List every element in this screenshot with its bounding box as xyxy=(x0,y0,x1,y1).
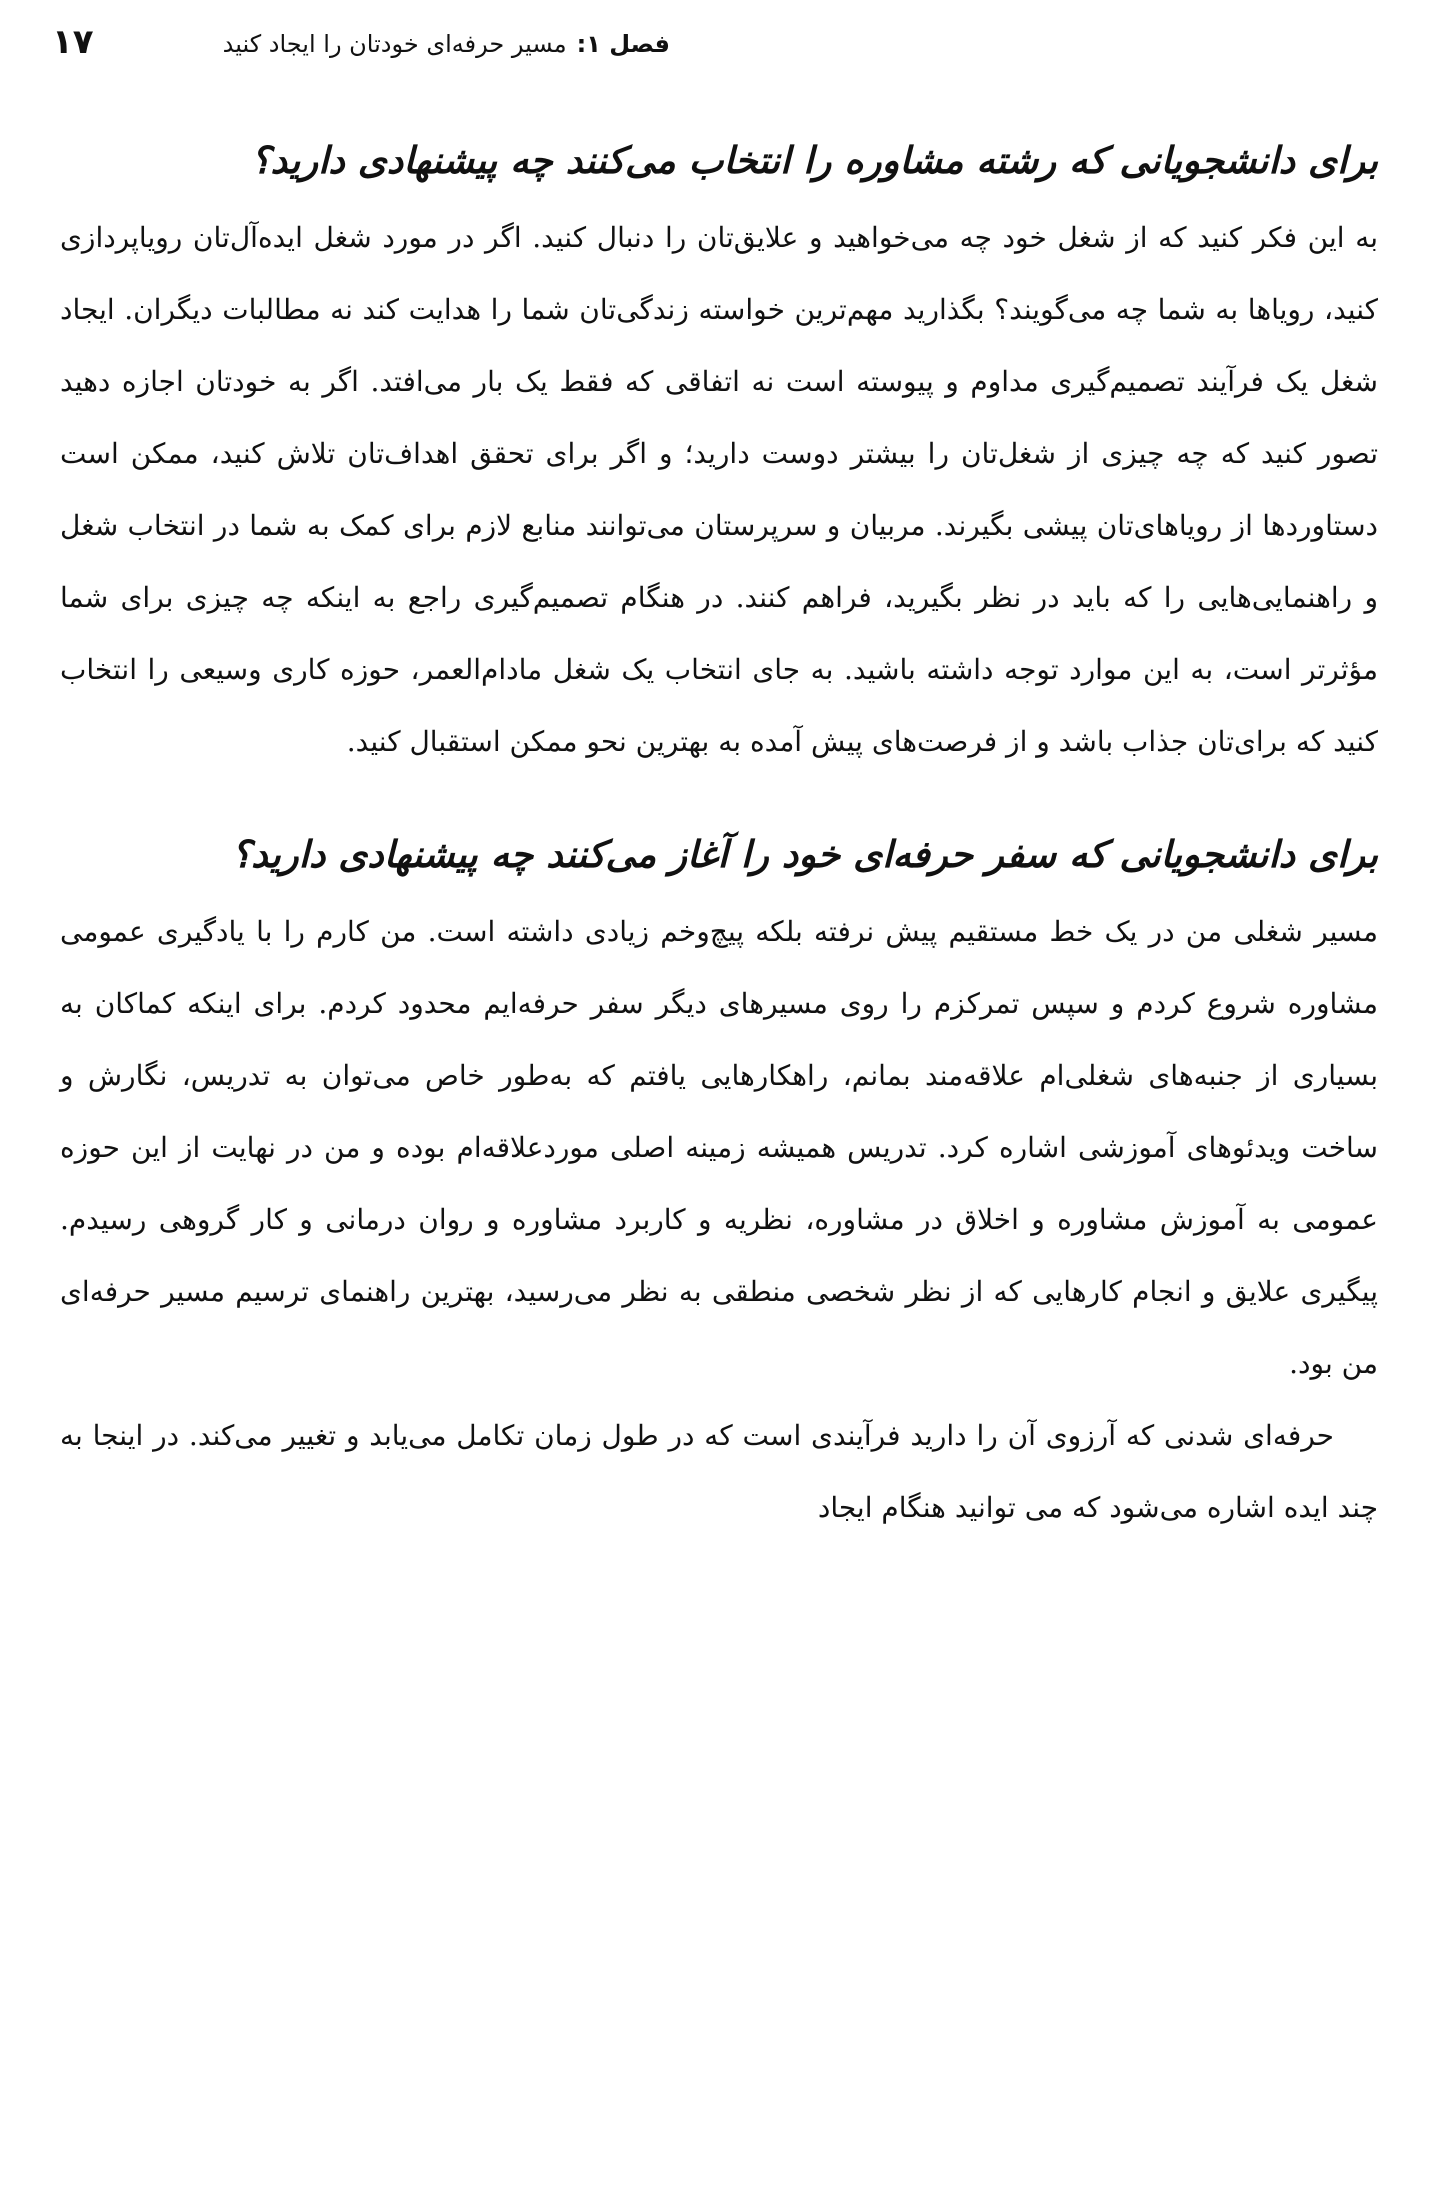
page-number: ۱۷ xyxy=(52,22,94,62)
paragraph: مسیر شغلی من در یک خط مستقیم پیش نرفته بلکه پیچ‌وخم زیادی داشته است. من کارم را با یادگیری عمومی مشاوره شروع کردم و سپس تمرکزم را روی مسیرهای دیگر سفر حرفه‌ایم محدود کردم. برای اینکه کماکان به بسیاری از جنبه‌های شغلی‌ام علاقه‌مند بمانم، راهکارهایی یافتم که به‌طور خاص می‌توان به تدریس، نگارش و ساخت ویدئوهای آموزشی اشاره کرد. تدریس همیشه زمینه اصلی موردعلاقه‌ام بوده و من در نهایت از این حوزه عمومی به آموزش مشاوره و اخلاق در مشاوره، نظریه و کاربرد مشاوره و روان درمانی و کار گروهی رسیدم. پیگیری علایق و انجام کارهایی که از نظر شخصی منطقی به نظر می‌رسید، بهترین راهنمای ترسیم مسیر حرفه‌ای من بود. xyxy=(60,915,1378,1380)
section-heading: برای دانشجویانی که رشته مشاوره را انتخاب می‌کنند چه پیشنهادی دارید؟ xyxy=(250,139,1378,182)
section-career-journey xyxy=(60,814,1378,1544)
running-header xyxy=(48,24,670,64)
paragraph: به این فکر کنید که از شغل خود چه می‌خواهید و علایق‌تان را دنبال کنید. اگر در مورد شغل ایده‌آل‌تان رویاپردازی کنید، رویاها به شما چه می‌گویند؟ بگذارید مهم‌ترین خواسته زندگی‌تان شما را هدایت کند نه مطالبات دیگران. ایجاد شغل یک فرآیند تصمیم‌گیری مداوم و پیوسته است نه اتفاقی که فقط یک بار می‌افتد. اگر به خودتان اجازه دهید تصور کنید که چه چیزی از شغل‌تان را بیشتر دوست دارید؛ و اگر برای تحقق اهداف‌تان تلاش کنید، ممکن است دستاوردها از رویاهای‌تان پیشی بگیرند. مربیان و سرپرستان می‌توانند منابع لازم برای کمک به شما در انتخاب شغل و راهنمایی‌هایی را که باید در نظر بگیرید، فراهم کنند. در هنگام تصمیم‌گیری راجع به اینکه چه چیزی برای شما مؤثرتر است، به این موارد توجه داشته باشید. به جای انتخاب یک شغل مادام‌العمر، حوزه کاری وسیعی را انتخاب کنید که برای‌تان جذاب باشد و از فرصت‌های پیش آمده به بهترین نحو ممکن استقبال کنید. xyxy=(60,221,1378,758)
section-heading: برای دانشجویانی که سفر حرفه‌ای خود را آغاز می‌کنند چه پیشنهادی دارید؟ xyxy=(231,833,1378,876)
section-divider-space xyxy=(60,778,1378,814)
paragraph: حرفه‌ای شدنی که آرزوی آن را دارید فرآیندی است که در طول زمان تکامل می‌یابد و تغییر می‌کند. در اینجا به چند ایده اشاره می‌شود که می توانید هنگام ایجاد xyxy=(60,1419,1378,1524)
chapter-title: مسیر حرفه‌ای خودتان را ایجاد کنید xyxy=(222,30,567,58)
section-counseling-major xyxy=(60,120,1378,778)
page-body xyxy=(60,120,1378,1544)
chapter-label: فصل ۱: xyxy=(576,30,670,58)
